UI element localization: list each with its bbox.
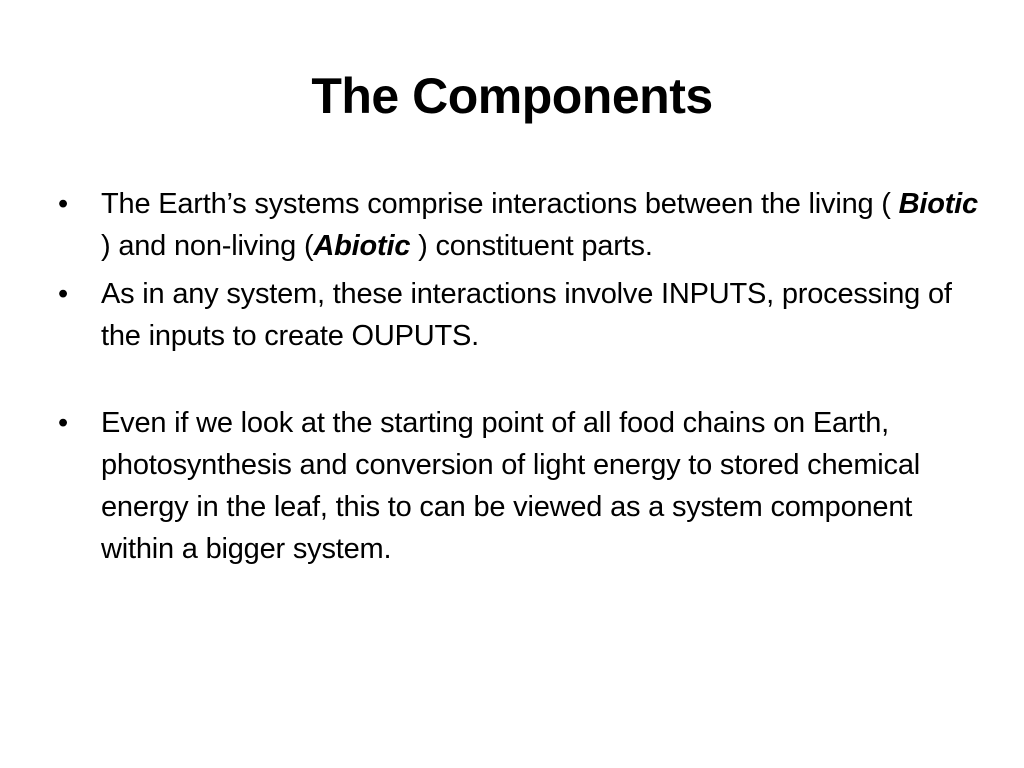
- bullet-text: Even if we look at the starting point of all food chains on Earth, photosynthesis and conversion of light energy to stored chemical energy in the leaf, this to can be viewed as a system component within a bigger system.: [101, 407, 921, 565]
- bullet-list: [58, 183, 978, 576]
- slide-title: The Components: [311, 68, 713, 124]
- bullet-text: As in any system, these interactions involve INPUTS, processing of the inputs to create OUPUTS.: [101, 278, 952, 352]
- bullet-text-start: The Earth’s systems comprise interactions between the living (: [101, 188, 899, 220]
- bullet-icon: •: [58, 188, 68, 220]
- biotic-term: Biotic: [898, 188, 978, 220]
- bullet-item-inputs-outputs: [58, 273, 978, 357]
- bullet-icon: •: [58, 278, 68, 310]
- bullet-item-food-chains: [58, 402, 978, 570]
- bullet-text-end: ) constituent parts.: [410, 230, 653, 262]
- bullet-icon: •: [58, 407, 68, 439]
- bullet-text-middle: ) and non-living (: [101, 230, 314, 262]
- abiotic-term: Abiotic: [313, 230, 411, 262]
- bullet-item-biotic-abiotic: [58, 183, 978, 267]
